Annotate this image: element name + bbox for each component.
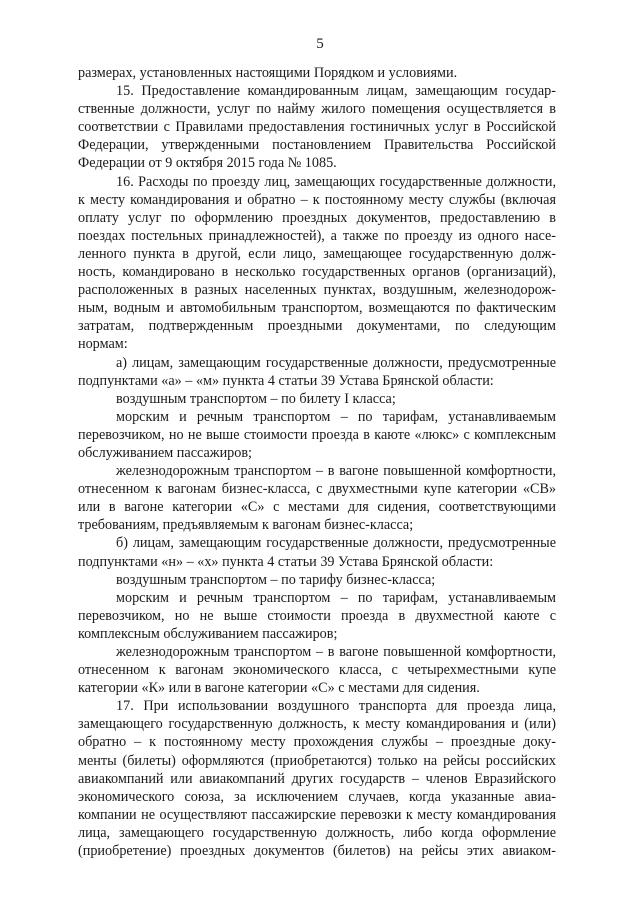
- text-line: поездах постельных принадлежностей), а также по проезду из одного насе-: [78, 227, 556, 244]
- text-line: железнодорожным транспортом – в вагоне повышенной комфортности,: [116, 463, 556, 480]
- text-line: требованиям, предъявляемым к вагонам бизнес-класса;: [78, 517, 414, 534]
- text-line: перевозчиком, но не выше стоимости проезда в двухместной каюте с: [78, 607, 556, 624]
- text-line: лица, замещающего государственную должность, либо когда оформление: [78, 824, 556, 841]
- text-line: к месту командирования и обратно – к постоянному месту службы (включая: [78, 191, 556, 208]
- text-line: подпунктами «а» – «м» пункта 4 статьи 39 Устава Брянской области:: [78, 372, 494, 389]
- text-line: затратам, подтвержденным проездными документами, по следующим: [78, 318, 556, 335]
- text-line: (приобретение) проездных документов (билетов) на рейсы этих авиаком-: [78, 843, 556, 860]
- text-line: подпунктами «н» – «х» пункта 4 статьи 39 Устава Брянской области:: [78, 553, 494, 570]
- document-body: [78, 64, 556, 860]
- text-line: отнесенном к вагонам бизнес-класса, с двухместными купе категории «СВ»: [78, 481, 556, 498]
- text-line: 15. Предоставление командированным лицам, замещающим государ-: [116, 83, 556, 100]
- text-line: ным, водным и автомобильным транспортом, возмещаются по фактическим: [78, 300, 556, 317]
- text-line: компании не осуществляют пассажирские перевозки к месту командирования: [78, 806, 556, 823]
- text-line: или в вагоне категории «С» с местами для сидения, соответствующими: [78, 499, 556, 516]
- text-line: 16. Расходы по проезду лиц, замещающих государственные должности,: [116, 173, 556, 190]
- text-line: ленного пункта в другой, если лицо, замещающее государственную долж-: [78, 245, 556, 262]
- text-line: замещающего государственную должность, к месту командирования и (или): [78, 716, 556, 733]
- text-line: железнодорожным транспортом – в вагоне повышенной комфортности,: [116, 644, 556, 660]
- text-line: отнесенном к вагонам экономического класса, с четырехместными купе: [78, 662, 556, 679]
- text-line: воздушным транспортом – по тарифу бизнес-класса;: [116, 571, 436, 588]
- text-line: менты (билеты) оформляются (приобретаются) только на рейсы российских: [78, 752, 556, 769]
- text-line: 17. При использовании воздушного транспорта для проезда лица,: [116, 698, 556, 715]
- page-number: 5: [316, 36, 324, 52]
- text-line: ность, командировано в несколько государственных органов (организаций),: [78, 264, 556, 281]
- text-line: воздушным транспортом – по билету I класса;: [116, 390, 396, 407]
- text-line: обслуживанием пассажиров;: [78, 444, 252, 461]
- text-line: обратно – к постоянному месту прохождения службы – проездные доку-: [78, 734, 556, 751]
- text-line: морским и речным транспортом – по тарифам, устанавливаемым: [116, 408, 556, 425]
- text-line: ственные должности, услуг по найму жилого помещения осуществляется в: [78, 101, 556, 118]
- text-line: соответствии с Правилами предоставления гостиничных услуг в Российской: [78, 119, 556, 136]
- text-line: категории «К» или в вагоне категории «С» с местами для сидения.: [78, 680, 480, 697]
- text-line: расположенных в разных населенных пунктах, воздушным, железнодорож-: [78, 282, 556, 299]
- text-line: оплату услуг по оформлению проездных документов, предоставлению в: [78, 209, 556, 226]
- text-line: размерах, установленных настоящими Порядком и условиями.: [78, 65, 458, 81]
- text-line: а) лицам, замещающим государственные должности, предусмотренные: [116, 354, 556, 371]
- text-line: нормам:: [78, 336, 128, 353]
- text-line: Федерации от 9 октября 2015 года № 1085.: [78, 155, 337, 172]
- text-line: морским и речным транспортом – по тарифам, устанавливаемым: [116, 589, 556, 606]
- text-line: экономического союза, за исключением случаев, когда указанные авиа-: [78, 788, 556, 805]
- text-line: комплексным обслуживанием пассажиров;: [78, 625, 338, 642]
- text-line: авиакомпаний или авиакомпаний других государств – членов Евразийского: [78, 770, 556, 787]
- text-line: Федерации, утвержденными постановлением Правительства Российской: [78, 137, 556, 154]
- text-line: перевозчиком, но не выше стоимости проезда в каюте «люкс» с комплексным: [78, 426, 556, 443]
- text-line: б) лицам, замещающим государственные должности, предусмотренные: [116, 535, 556, 552]
